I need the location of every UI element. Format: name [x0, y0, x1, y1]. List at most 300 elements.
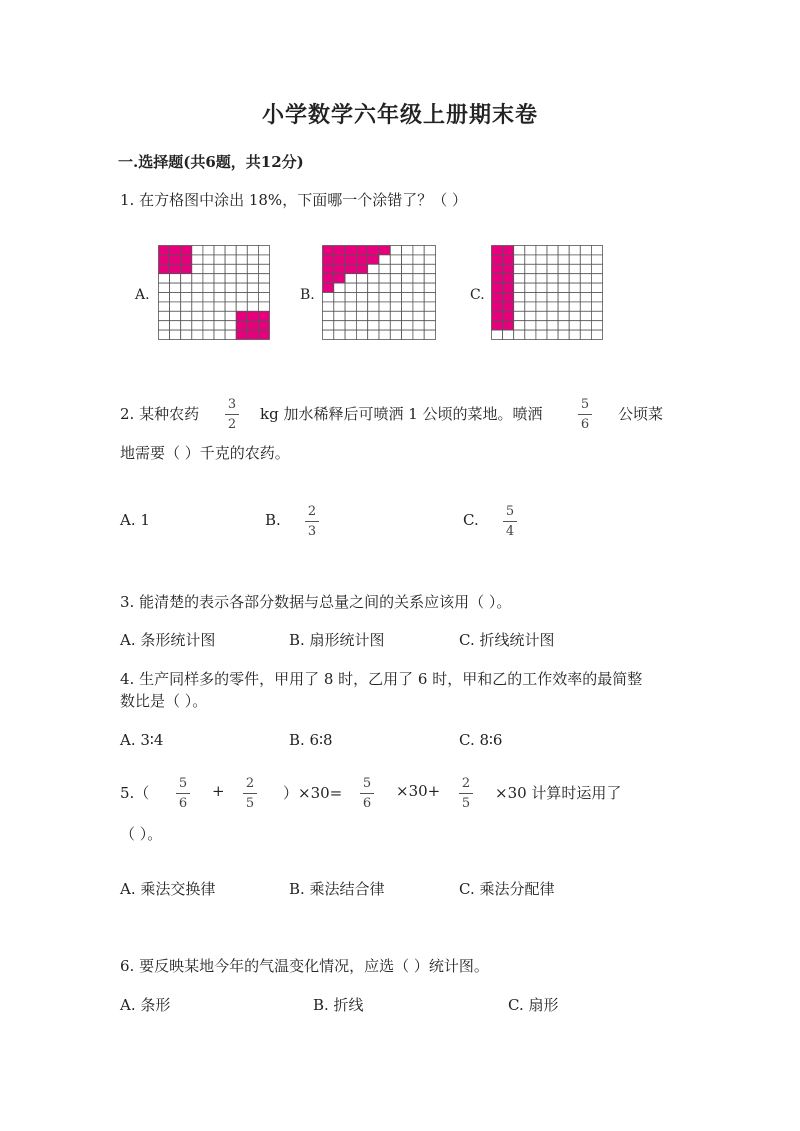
grid-cell [356, 321, 367, 330]
grid-cell [525, 302, 536, 311]
fraction-numerator: 5 [178, 776, 188, 791]
shaded-cell [492, 246, 503, 255]
shaded-cell [170, 255, 181, 264]
grid-cell [424, 255, 435, 264]
grid-cell [591, 311, 602, 320]
q2-option-c-fraction [500, 503, 520, 540]
grid-cell [514, 311, 525, 320]
grid-cell [203, 293, 214, 302]
grid-cell [181, 274, 192, 283]
q6-option-b: B. 折线 [313, 996, 364, 1014]
fraction-denominator: 2 [227, 417, 237, 432]
section-heading: 一.选择题(共6题，共12分) [118, 153, 304, 171]
grid-cell [580, 255, 591, 264]
grid-cell [424, 293, 435, 302]
q4-option-a: A. 3∶4 [120, 731, 164, 749]
grid-cell [514, 255, 525, 264]
grid-cell [547, 330, 558, 339]
grid-cell [192, 311, 203, 320]
grid-cell [334, 293, 345, 302]
grid-cell [181, 311, 192, 320]
question-2-part3: 公顷菜 [618, 405, 664, 423]
grid-cell [503, 330, 514, 339]
grid-cell [225, 283, 236, 292]
grid-cell [569, 311, 580, 320]
grid-cell [402, 293, 413, 302]
grid-cell [356, 283, 367, 292]
shaded-cell [170, 246, 181, 255]
grid-cell [413, 283, 424, 292]
grid-cell [368, 330, 379, 339]
shaded-cell [323, 283, 334, 292]
grid-cell [323, 293, 334, 302]
grid-cell [390, 264, 401, 273]
grid-cell [514, 246, 525, 255]
grid-cell [390, 274, 401, 283]
grid-cell [225, 274, 236, 283]
q1-grid-c [491, 245, 603, 340]
page-title: 小学数学六年级上册期末卷 [261, 102, 538, 128]
grid-cell [580, 293, 591, 302]
grid-cell [236, 264, 247, 273]
grid-cell [591, 293, 602, 302]
grid-cell [214, 330, 225, 339]
grid-cell [236, 293, 247, 302]
grid-cell [569, 302, 580, 311]
grid-cell [390, 255, 401, 264]
grid-cell [203, 274, 214, 283]
grid-cell [159, 321, 170, 330]
grid-cell [345, 330, 356, 339]
grid-cell [170, 302, 181, 311]
fraction-numerator: 5 [505, 504, 515, 519]
grid-cell [424, 311, 435, 320]
grid-cell [181, 293, 192, 302]
fraction-denominator: 5 [245, 796, 255, 811]
question-4-line1: 4. 生产同样多的零件，甲用了 8 时，乙用了 6 时，甲和乙的工作效率的最简整 [120, 670, 643, 688]
grid-cell [192, 255, 203, 264]
grid-cell [402, 246, 413, 255]
grid-cell [413, 311, 424, 320]
shaded-cell [334, 246, 345, 255]
grid-cell [181, 330, 192, 339]
q5-mid2: ×30+ [396, 782, 441, 800]
grid-cell [580, 264, 591, 273]
grid-cell [192, 283, 203, 292]
grid-cell [413, 330, 424, 339]
grid-cell [514, 293, 525, 302]
grid-cell [181, 283, 192, 292]
grid-cell [203, 302, 214, 311]
question-2-part1: 2. 某种农药 [120, 405, 200, 423]
shaded-cell [492, 293, 503, 302]
grid-cell [214, 255, 225, 264]
shaded-cell [323, 255, 334, 264]
grid-cell [203, 330, 214, 339]
grid-cell [181, 302, 192, 311]
grid-cell [203, 264, 214, 273]
grid-cell [247, 264, 258, 273]
grid-cell [569, 246, 580, 255]
q5-end: ×30 计算时运用了 [495, 784, 622, 802]
grid-cell [536, 246, 547, 255]
grid-cell [247, 274, 258, 283]
shaded-cell [323, 246, 334, 255]
shaded-cell [323, 274, 334, 283]
question-5-open: 5.（ [120, 784, 150, 802]
grid-cell [170, 274, 181, 283]
grid-cell [558, 302, 569, 311]
grid-cell [368, 264, 379, 273]
grid-cell [345, 283, 356, 292]
shaded-cell [503, 321, 514, 330]
grid-cell [514, 302, 525, 311]
q5-option-b: B. 乘法结合律 [289, 880, 385, 898]
q1-option-b-label: B. [300, 287, 315, 303]
q4-option-b: B. 6∶8 [289, 731, 333, 749]
shaded-cell [236, 321, 247, 330]
fraction-numerator: 2 [245, 776, 255, 791]
grid-cell [368, 283, 379, 292]
shaded-cell [492, 264, 503, 273]
grid-cell [181, 321, 192, 330]
fraction-denominator: 3 [307, 524, 317, 539]
grid-cell [514, 283, 525, 292]
shaded-cell [258, 311, 269, 320]
fraction-numerator: 5 [362, 776, 372, 791]
shaded-cell [492, 311, 503, 320]
grid-cell [569, 293, 580, 302]
grid-cell [225, 255, 236, 264]
grid-cell [323, 302, 334, 311]
grid-cell [225, 246, 236, 255]
shaded-cell [181, 264, 192, 273]
q6-option-c: C. 扇形 [508, 996, 559, 1014]
shaded-cell [368, 255, 379, 264]
grid-cell [424, 330, 435, 339]
grid-cell [379, 293, 390, 302]
grid-cell [379, 330, 390, 339]
grid-cell [170, 311, 181, 320]
grid-cell [236, 274, 247, 283]
q1-grid-b [322, 245, 436, 340]
grid-cell [558, 264, 569, 273]
grid-cell [402, 311, 413, 320]
grid-cell [247, 302, 258, 311]
grid-cell [356, 293, 367, 302]
grid-cell [258, 264, 269, 273]
shaded-cell [492, 302, 503, 311]
grid-cell [569, 255, 580, 264]
grid-cell [569, 274, 580, 283]
q5-fraction-2 [240, 775, 260, 812]
fraction-numerator: 2 [307, 504, 317, 519]
grid-cell [236, 302, 247, 311]
q2-option-a: A. 1 [120, 511, 150, 529]
grid-cell [390, 302, 401, 311]
q5-fraction-1 [173, 775, 193, 812]
shaded-cell [258, 330, 269, 339]
grid-cell [225, 264, 236, 273]
grid-cell [591, 330, 602, 339]
grid-cell [558, 274, 569, 283]
grid-cell [356, 302, 367, 311]
shaded-cell [236, 311, 247, 320]
q1-grid-a [158, 245, 270, 340]
fraction-numerator: 2 [461, 776, 471, 791]
grid-cell [345, 274, 356, 283]
fraction-denominator: 6 [580, 417, 590, 432]
grid-cell [203, 255, 214, 264]
grid-cell [514, 321, 525, 330]
grid-cell [247, 255, 258, 264]
shaded-cell [492, 321, 503, 330]
grid-cell [247, 283, 258, 292]
grid-cell [170, 293, 181, 302]
q5-plus: + [212, 782, 225, 800]
fraction-denominator: 6 [178, 796, 188, 811]
grid-cell [368, 293, 379, 302]
shaded-cell [159, 246, 170, 255]
grid-cell [402, 302, 413, 311]
grid-cell [225, 330, 236, 339]
grid-cell [514, 264, 525, 273]
grid-cell [413, 264, 424, 273]
grid-cell [379, 255, 390, 264]
question-2-part2: kg 加水稀释后可喷洒 1 公顷的菜地。喷洒 [260, 405, 543, 423]
grid-cell [236, 283, 247, 292]
grid-cell [368, 311, 379, 320]
grid-cell [214, 246, 225, 255]
grid-cell [413, 293, 424, 302]
grid-cell [547, 255, 558, 264]
shaded-cell [247, 330, 258, 339]
grid-cell [547, 321, 558, 330]
shaded-cell [503, 255, 514, 264]
grid-cell [536, 330, 547, 339]
q2-fraction-1 [222, 396, 242, 433]
q5-option-c: C. 乘法分配律 [459, 880, 555, 898]
grid-cell [569, 264, 580, 273]
grid-cell [514, 274, 525, 283]
shaded-cell [159, 264, 170, 273]
grid-cell [334, 283, 345, 292]
grid-cell [323, 311, 334, 320]
grid-cell [214, 283, 225, 292]
grid-cell [203, 321, 214, 330]
grid-cell [390, 246, 401, 255]
grid-cell [159, 293, 170, 302]
grid-cell [569, 321, 580, 330]
grid-cell [424, 321, 435, 330]
grid-cell [390, 293, 401, 302]
grid-cell [323, 321, 334, 330]
q3-option-a: A. 条形统计图 [120, 631, 216, 649]
grid-cell [192, 302, 203, 311]
grid-cell [525, 264, 536, 273]
grid-cell [547, 274, 558, 283]
grid-cell [413, 255, 424, 264]
grid-cell [536, 321, 547, 330]
grid-cell [569, 283, 580, 292]
grid-cell [525, 283, 536, 292]
shaded-cell [247, 321, 258, 330]
grid-cell [236, 255, 247, 264]
grid-cell [368, 274, 379, 283]
grid-cell [345, 311, 356, 320]
q5-mid: ）×30= [283, 784, 343, 802]
grid-cell [225, 302, 236, 311]
grid-cell [258, 293, 269, 302]
grid-cell [591, 246, 602, 255]
grid-cell [413, 302, 424, 311]
grid-cell [536, 283, 547, 292]
grid-cell [580, 246, 591, 255]
shaded-cell [181, 246, 192, 255]
grid-cell [192, 321, 203, 330]
shaded-cell [492, 274, 503, 283]
fraction-denominator: 4 [505, 524, 515, 539]
grid-cell [424, 302, 435, 311]
grid-cell [192, 330, 203, 339]
question-4-line2: 数比是（ ）。 [120, 692, 208, 710]
grid-cell [214, 321, 225, 330]
shaded-cell [334, 274, 345, 283]
shaded-cell [334, 255, 345, 264]
grid-cell [591, 264, 602, 273]
grid-cell [225, 311, 236, 320]
grid-cell [379, 264, 390, 273]
grid-cell [225, 321, 236, 330]
grid-cell [492, 330, 503, 339]
grid-cell [580, 311, 591, 320]
shaded-cell [323, 264, 334, 273]
grid-cell [591, 255, 602, 264]
question-2-line2: 地需要（ ）千克的农药。 [120, 444, 290, 462]
shaded-cell [345, 255, 356, 264]
grid-cell [525, 311, 536, 320]
q5-fraction-4 [456, 775, 476, 812]
grid-cell [525, 246, 536, 255]
q2-option-b: B. [265, 511, 281, 529]
question-6-text: 6. 要反映某地今年的气温变化情况，应选（ ）统计图。 [120, 957, 489, 975]
grid-cell [170, 330, 181, 339]
q1-option-a-label: A. [135, 287, 150, 303]
grid-cell [536, 293, 547, 302]
grid-cell [379, 274, 390, 283]
grid-cell [536, 255, 547, 264]
grid-cell [334, 302, 345, 311]
shaded-cell [503, 274, 514, 283]
grid-cell [323, 330, 334, 339]
shaded-cell [503, 246, 514, 255]
grid-cell [379, 283, 390, 292]
grid-cell [402, 321, 413, 330]
shaded-cell [236, 330, 247, 339]
grid-cell [258, 246, 269, 255]
shaded-cell [503, 311, 514, 320]
grid-cell [591, 321, 602, 330]
grid-cell [214, 302, 225, 311]
grid-cell [203, 283, 214, 292]
grid-cell [580, 330, 591, 339]
grid-cell [214, 293, 225, 302]
grid-cell [536, 274, 547, 283]
shaded-cell [492, 283, 503, 292]
q2-option-c: C. [463, 511, 479, 529]
grid-cell [402, 255, 413, 264]
grid-cell [402, 264, 413, 273]
grid-cell [536, 302, 547, 311]
q2-fraction-2 [575, 396, 595, 433]
grid-cell [236, 246, 247, 255]
grid-cell [334, 321, 345, 330]
grid-cell [580, 283, 591, 292]
grid-cell [247, 293, 258, 302]
grid-cell [390, 330, 401, 339]
grid-cell [170, 283, 181, 292]
grid-cell [170, 321, 181, 330]
grid-cell [547, 293, 558, 302]
grid-cell [345, 321, 356, 330]
grid-cell [368, 321, 379, 330]
grid-cell [558, 311, 569, 320]
grid-cell [525, 293, 536, 302]
fraction-denominator: 5 [461, 796, 471, 811]
grid-cell [547, 283, 558, 292]
grid-cell [334, 330, 345, 339]
grid-cell [356, 311, 367, 320]
grid-cell [214, 264, 225, 273]
grid-cell [203, 311, 214, 320]
shaded-cell [170, 264, 181, 273]
grid-cell [413, 321, 424, 330]
grid-cell [580, 302, 591, 311]
grid-cell [390, 321, 401, 330]
q3-option-b: B. 扇形统计图 [289, 631, 385, 649]
shaded-cell [345, 264, 356, 273]
grid-cell [558, 283, 569, 292]
fraction-denominator: 6 [362, 796, 372, 811]
grid-cell [247, 246, 258, 255]
grid-cell [356, 274, 367, 283]
grid-cell [525, 321, 536, 330]
shaded-cell [492, 255, 503, 264]
grid-cell [368, 302, 379, 311]
grid-cell [258, 274, 269, 283]
q1-option-c-label: C. [470, 287, 485, 303]
grid-cell [547, 311, 558, 320]
q5-fraction-3 [357, 775, 377, 812]
grid-cell [547, 302, 558, 311]
grid-cell [580, 321, 591, 330]
grid-cell [424, 283, 435, 292]
grid-cell [390, 283, 401, 292]
shaded-cell [503, 264, 514, 273]
grid-cell [402, 274, 413, 283]
grid-cell [525, 274, 536, 283]
grid-cell [214, 274, 225, 283]
grid-cell [159, 330, 170, 339]
q5-option-a: A. 乘法交换律 [120, 880, 216, 898]
grid-cell [159, 311, 170, 320]
shaded-cell [334, 264, 345, 273]
grid-cell [345, 302, 356, 311]
question-3-text: 3. 能清楚的表示各部分数据与总量之间的关系应该用（ ）。 [120, 593, 512, 611]
shaded-cell [503, 283, 514, 292]
shaded-cell [356, 255, 367, 264]
grid-cell [214, 311, 225, 320]
